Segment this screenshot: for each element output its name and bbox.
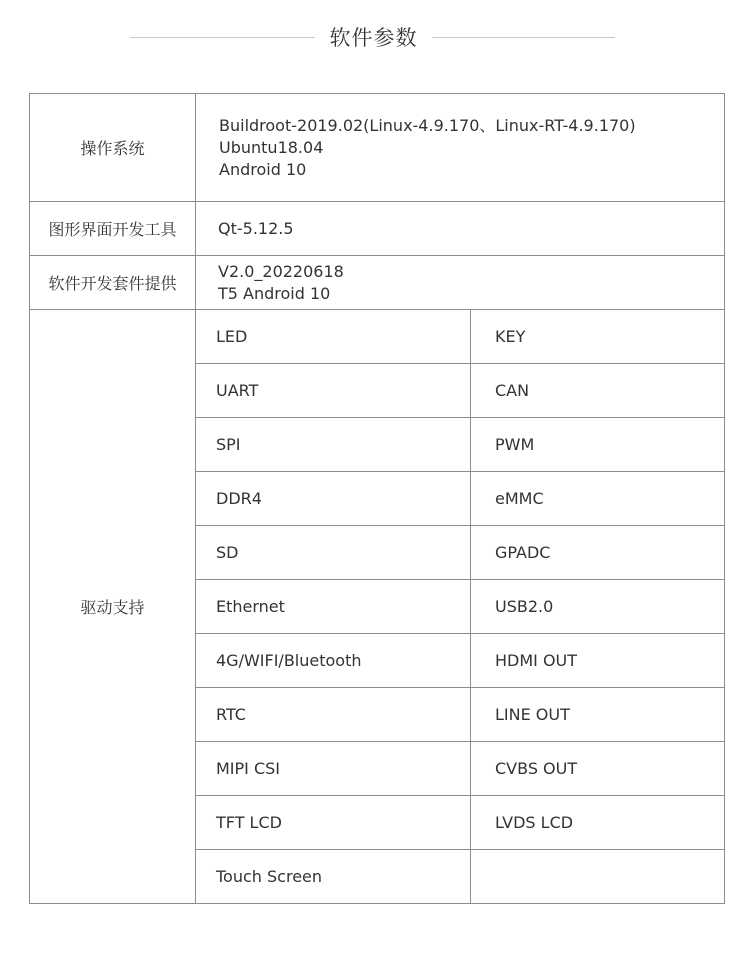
row-label-drivers: 驱动支持: [30, 310, 196, 904]
table-row: [30, 310, 725, 364]
driver-item-empty: [471, 850, 725, 904]
driver-item: USB2.0: [471, 580, 725, 634]
row-label-gui: 图形界面开发工具: [30, 202, 196, 256]
table-row-sdk: [30, 256, 725, 310]
driver-item: TFT LCD: [196, 796, 471, 850]
row-label-sdk: 软件开发套件提供: [30, 256, 196, 310]
driver-item: 4G/WIFI/Bluetooth: [196, 634, 471, 688]
row-label-os: 操作系统: [30, 94, 196, 202]
table-row-gui: [30, 202, 725, 256]
driver-item: eMMC: [471, 472, 725, 526]
driver-item: PWM: [471, 418, 725, 472]
driver-item: HDMI OUT: [471, 634, 725, 688]
gui-value: Qt-5.12.5: [196, 202, 725, 256]
driver-item: CVBS OUT: [471, 742, 725, 796]
title-divider-left: [130, 37, 315, 38]
sdk-values: [196, 256, 725, 310]
os-value-android: Android 10: [219, 159, 307, 179]
title-divider-right: [432, 37, 615, 38]
driver-item: RTC: [196, 688, 471, 742]
driver-item: SPI: [196, 418, 471, 472]
table-row-os: [30, 94, 725, 202]
driver-item: GPADC: [471, 526, 725, 580]
os-value-ubuntu: Ubuntu18.04: [219, 137, 324, 157]
section-header: [0, 20, 750, 56]
driver-item: LED: [196, 310, 471, 364]
driver-item: DDR4: [196, 472, 471, 526]
page-title: 软件参数: [329, 26, 418, 50]
driver-item: UART: [196, 364, 471, 418]
driver-item: KEY: [471, 310, 725, 364]
os-value-buildroot: Buildroot-2019.02(Linux-4.9.170、Linux-RT-4.9.170): [219, 115, 636, 135]
driver-item: LVDS LCD: [471, 796, 725, 850]
software-spec-table: [29, 93, 725, 904]
os-values: [196, 94, 725, 202]
driver-item: MIPI CSI: [196, 742, 471, 796]
driver-item: Touch Screen: [196, 850, 471, 904]
driver-item: SD: [196, 526, 471, 580]
driver-item: LINE OUT: [471, 688, 725, 742]
driver-item: Ethernet: [196, 580, 471, 634]
driver-item: CAN: [471, 364, 725, 418]
sdk-value-version: V2.0_20220618: [218, 261, 344, 281]
sdk-value-android: T5 Android 10: [218, 283, 331, 303]
